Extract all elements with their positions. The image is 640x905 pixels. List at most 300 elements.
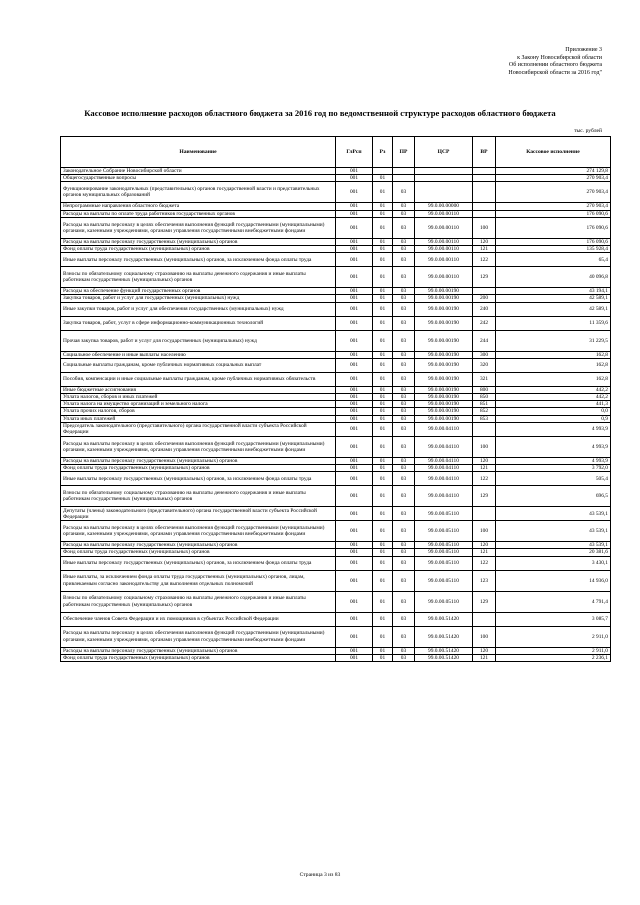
row-rz-cell: 01: [373, 330, 393, 351]
appendix-block: [402, 47, 602, 77]
table-row: [61, 246, 611, 253]
row-pr-cell: 03: [393, 507, 415, 521]
table-row: [61, 472, 611, 486]
table-row: [61, 253, 611, 267]
row-pr-cell: [393, 168, 415, 175]
row-amount-cell: 43 539,1: [496, 521, 611, 542]
row-pr-cell: 03: [393, 288, 415, 295]
row-pr-cell: 03: [393, 542, 415, 549]
row-glrs-cell: 001: [336, 408, 373, 415]
row-glrs-cell: 001: [336, 472, 373, 486]
row-csr-cell: 99.0.00.00110: [415, 267, 473, 288]
row-pr-cell: 03: [393, 570, 415, 591]
row-rz-cell: 01: [373, 408, 393, 415]
row-vr-cell: 121: [473, 654, 496, 661]
row-vr-cell: 120: [473, 542, 496, 549]
row-name-cell: Закупка товаров, работ и услуг для государственных (муниципальных) нужд: [61, 295, 336, 302]
row-pr-cell: 03: [393, 486, 415, 507]
row-name-cell: Расходы на выплаты персоналу в целях обеспечения выполнения функций государственными (муниципальными) органами, казенными учреждениями, органами управления государственными внебюджетными фондами: [61, 217, 336, 238]
row-name-cell: Расходы на обеспечение функций государственных органов: [61, 288, 336, 295]
row-glrs-cell: 001: [336, 401, 373, 408]
row-amount-cell: 2 236,1: [496, 654, 611, 661]
table-row: [61, 358, 611, 372]
row-glrs-cell: 001: [336, 549, 373, 556]
row-rz-cell: 01: [373, 591, 393, 612]
row-amount-cell: 176 090,6: [496, 238, 611, 245]
row-pr-cell: 03: [393, 521, 415, 542]
row-name-cell: Прочая закупка товаров, работ и услуг для государственных (муниципальных) нужд: [61, 330, 336, 351]
row-pr-cell: 03: [393, 436, 415, 457]
row-vr-cell: [473, 507, 496, 521]
row-rz-cell: 01: [373, 210, 393, 217]
row-glrs-cell: 001: [336, 372, 373, 386]
row-glrs-cell: 001: [336, 612, 373, 626]
row-amount-cell: 441,3: [496, 401, 611, 408]
row-amount-cell: 270 903,4: [496, 203, 611, 210]
row-amount-cell: 14 936,0: [496, 570, 611, 591]
row-glrs-cell: 001: [336, 626, 373, 647]
row-glrs-cell: 001: [336, 358, 373, 372]
row-csr-cell: 99.0.00.05110: [415, 521, 473, 542]
row-amount-cell: 0,9: [496, 415, 611, 422]
row-csr-cell: 99.0.00.05110: [415, 542, 473, 549]
row-name-cell: Расходы на выплаты персоналу государственных (муниципальных) органов: [61, 238, 336, 245]
row-name-cell: Иные закупки товаров, работ и услуг для обеспечения государственных (муниципальных) нужд: [61, 302, 336, 316]
row-name-cell: Законодательное Собрание Новосибирской области: [61, 168, 336, 175]
column-header-pr: ПР: [393, 137, 415, 168]
row-name-cell: Уплата налога на имущество организаций и земельного налога: [61, 401, 336, 408]
row-pr-cell: [393, 175, 415, 182]
row-amount-cell: 696,5: [496, 486, 611, 507]
row-pr-cell: 03: [393, 330, 415, 351]
row-amount-cell: 43 539,1: [496, 542, 611, 549]
row-vr-cell: 852: [473, 408, 496, 415]
row-glrs-cell: 001: [336, 330, 373, 351]
row-rz-cell: 01: [373, 542, 393, 549]
row-rz-cell: 01: [373, 253, 393, 267]
row-pr-cell: 03: [393, 556, 415, 570]
row-vr-cell: 240: [473, 302, 496, 316]
row-glrs-cell: 001: [336, 521, 373, 542]
row-rz-cell: 01: [373, 246, 393, 253]
row-csr-cell: [415, 175, 473, 182]
row-vr-cell: [473, 210, 496, 217]
table-row: [61, 267, 611, 288]
appendix-line: к Закону Новосибирской области: [517, 54, 602, 61]
row-glrs-cell: 001: [336, 486, 373, 507]
row-csr-cell: 99.0.00.00000: [415, 203, 473, 210]
row-glrs-cell: 001: [336, 316, 373, 330]
row-amount-cell: 442,2: [496, 394, 611, 401]
row-glrs-cell: 001: [336, 422, 373, 436]
row-csr-cell: 99.0.00.04110: [415, 472, 473, 486]
row-glrs-cell: 001: [336, 570, 373, 591]
column-header-csr: ЦСР: [415, 137, 473, 168]
budget-table: [60, 136, 611, 662]
row-name-cell: Расходы на выплаты персоналу государственных (муниципальных) органов: [61, 457, 336, 464]
row-glrs-cell: 001: [336, 217, 373, 238]
row-vr-cell: 320: [473, 358, 496, 372]
row-amount-cell: 176 090,6: [496, 210, 611, 217]
row-vr-cell: 242: [473, 316, 496, 330]
row-amount-cell: 0,0: [496, 408, 611, 415]
table-row: [61, 351, 611, 358]
row-vr-cell: 129: [473, 591, 496, 612]
table-row: [61, 210, 611, 217]
row-csr-cell: 99.0.00.00110: [415, 217, 473, 238]
row-rz-cell: 01: [373, 267, 393, 288]
row-rz-cell: 01: [373, 394, 393, 401]
row-amount-cell: 65,4: [496, 253, 611, 267]
row-name-cell: Расходы на выплаты персоналу государственных (муниципальных) органов: [61, 542, 336, 549]
row-pr-cell: 03: [393, 401, 415, 408]
row-vr-cell: [473, 168, 496, 175]
table-row: [61, 542, 611, 549]
row-glrs-cell: 001: [336, 654, 373, 661]
row-rz-cell: 01: [373, 175, 393, 182]
row-pr-cell: 03: [393, 182, 415, 203]
row-pr-cell: 03: [393, 472, 415, 486]
row-amount-cell: 3 792,0: [496, 465, 611, 472]
row-name-cell: Пособия, компенсации и иные социальные выплаты гражданам, кроме публичных нормативных обязательств: [61, 372, 336, 386]
table-row: [61, 168, 611, 175]
row-csr-cell: 99.0.00.00190: [415, 394, 473, 401]
row-rz-cell: 01: [373, 472, 393, 486]
table-row: [61, 316, 611, 330]
row-glrs-cell: 001: [336, 436, 373, 457]
row-csr-cell: 99.0.00.04110: [415, 422, 473, 436]
row-glrs-cell: 001: [336, 556, 373, 570]
row-glrs-cell: 001: [336, 182, 373, 203]
table-row: [61, 203, 611, 210]
row-amount-cell: 505,4: [496, 472, 611, 486]
table-row: [61, 386, 611, 393]
row-csr-cell: 99.0.00.00190: [415, 386, 473, 393]
row-csr-cell: 99.0.00.00110: [415, 246, 473, 253]
row-csr-cell: 99.0.00.04110: [415, 436, 473, 457]
row-amount-cell: 43 194,1: [496, 288, 611, 295]
row-rz-cell: 01: [373, 549, 393, 556]
row-rz-cell: 01: [373, 182, 393, 203]
table-row: [61, 549, 611, 556]
row-pr-cell: 03: [393, 415, 415, 422]
table-body: [61, 168, 611, 662]
table-row: [61, 288, 611, 295]
row-glrs-cell: 001: [336, 394, 373, 401]
row-glrs-cell: 001: [336, 351, 373, 358]
row-pr-cell: 03: [393, 238, 415, 245]
row-csr-cell: [415, 182, 473, 203]
row-rz-cell: 01: [373, 647, 393, 654]
row-rz-cell: 01: [373, 465, 393, 472]
row-name-cell: Расходы на выплаты персоналу в целях обеспечения выполнения функций государственными (муниципальными) органами, казенными учреждениями, органами управления государственными внебюджетными фондами: [61, 436, 336, 457]
appendix-line: Новосибирской области за 2016 год": [508, 69, 602, 76]
row-rz-cell: 01: [373, 302, 393, 316]
row-glrs-cell: 001: [336, 457, 373, 464]
row-glrs-cell: 001: [336, 591, 373, 612]
row-amount-cell: 3 085,7: [496, 612, 611, 626]
page-number: Страница 3 из 83: [299, 872, 341, 878]
row-vr-cell: 121: [473, 465, 496, 472]
row-glrs-cell: 001: [336, 386, 373, 393]
row-csr-cell: 99.0.00.51420: [415, 647, 473, 654]
row-rz-cell: 01: [373, 351, 393, 358]
row-amount-cell: 42 589,1: [496, 295, 611, 302]
row-vr-cell: 244: [473, 330, 496, 351]
row-vr-cell: 200: [473, 295, 496, 302]
row-glrs-cell: 001: [336, 168, 373, 175]
row-pr-cell: 03: [393, 295, 415, 302]
table-row: [61, 182, 611, 203]
row-amount-cell: 135 928,4: [496, 246, 611, 253]
row-csr-cell: 99.0.00.00190: [415, 372, 473, 386]
row-glrs-cell: 001: [336, 175, 373, 182]
row-vr-cell: [473, 203, 496, 210]
row-amount-cell: 42 589,1: [496, 302, 611, 316]
table-row: [61, 217, 611, 238]
row-pr-cell: 03: [393, 351, 415, 358]
row-glrs-cell: 001: [336, 465, 373, 472]
row-name-cell: Фонд оплаты труда государственных (муниципальных) органов: [61, 549, 336, 556]
row-csr-cell: 99.0.00.00110: [415, 210, 473, 217]
row-pr-cell: 03: [393, 612, 415, 626]
row-glrs-cell: 001: [336, 203, 373, 210]
row-csr-cell: 99.0.00.00190: [415, 316, 473, 330]
row-pr-cell: 03: [393, 465, 415, 472]
row-vr-cell: 120: [473, 238, 496, 245]
row-pr-cell: 03: [393, 267, 415, 288]
table-row: [61, 654, 611, 661]
row-csr-cell: 99.0.00.00110: [415, 253, 473, 267]
table-row: [61, 175, 611, 182]
row-pr-cell: 03: [393, 358, 415, 372]
table-row: [61, 465, 611, 472]
row-pr-cell: 03: [393, 394, 415, 401]
row-glrs-cell: 001: [336, 295, 373, 302]
row-amount-cell: 43 539,1: [496, 507, 611, 521]
row-name-cell: Социальные выплаты гражданам, кроме публичных нормативных социальных выплат: [61, 358, 336, 372]
row-name-cell: Иные выплаты персоналу государственных (муниципальных) органов, за исключением фонда оплаты труда: [61, 556, 336, 570]
row-csr-cell: 99.0.00.00190: [415, 295, 473, 302]
row-amount-cell: 3 430,1: [496, 556, 611, 570]
table-header: [61, 137, 611, 168]
column-header-rz: Рз: [373, 137, 393, 168]
row-rz-cell: 01: [373, 626, 393, 647]
row-vr-cell: 853: [473, 415, 496, 422]
row-rz-cell: 01: [373, 654, 393, 661]
row-vr-cell: [473, 612, 496, 626]
row-csr-cell: 99.0.00.51420: [415, 612, 473, 626]
row-vr-cell: [473, 175, 496, 182]
row-csr-cell: 99.0.00.00190: [415, 358, 473, 372]
row-vr-cell: 122: [473, 556, 496, 570]
row-pr-cell: 03: [393, 246, 415, 253]
row-name-cell: Социальное обеспечение и иные выплаты населению: [61, 351, 336, 358]
row-name-cell: Иные выплаты, за исключением фонда оплаты труда государственных (муниципальных) органов, лицам, привлекаемым согласно законодательству для выполнения отдельных полномочий: [61, 570, 336, 591]
table-row: [61, 401, 611, 408]
table-row: [61, 422, 611, 436]
row-csr-cell: [415, 168, 473, 175]
row-rz-cell: 01: [373, 415, 393, 422]
row-vr-cell: 851: [473, 401, 496, 408]
row-csr-cell: 99.0.00.05110: [415, 549, 473, 556]
row-pr-cell: 03: [393, 591, 415, 612]
row-amount-cell: 270 903,4: [496, 182, 611, 203]
row-glrs-cell: 001: [336, 647, 373, 654]
row-name-cell: Уплата налогов, сборов и иных платежей: [61, 394, 336, 401]
row-vr-cell: 321: [473, 372, 496, 386]
row-glrs-cell: 001: [336, 246, 373, 253]
table-row: [61, 507, 611, 521]
row-pr-cell: 03: [393, 253, 415, 267]
row-amount-cell: 176 090,6: [496, 217, 611, 238]
row-rz-cell: 01: [373, 436, 393, 457]
row-amount-cell: 442,2: [496, 386, 611, 393]
table-row: [61, 330, 611, 351]
column-header-glrs: ГлРсп: [336, 137, 373, 168]
table-row: [61, 647, 611, 654]
row-vr-cell: 100: [473, 217, 496, 238]
row-pr-cell: 03: [393, 316, 415, 330]
row-rz-cell: 01: [373, 295, 393, 302]
row-vr-cell: 800: [473, 386, 496, 393]
row-vr-cell: 850: [473, 394, 496, 401]
row-amount-cell: 274 129,8: [496, 168, 611, 175]
row-name-cell: Депутаты (члены) законодательного (представительного) органа государственной власти субъекта Российской Федерации: [61, 507, 336, 521]
row-amount-cell: 31 229,5: [496, 330, 611, 351]
row-csr-cell: 99.0.00.51420: [415, 654, 473, 661]
row-amount-cell: 162,8: [496, 372, 611, 386]
table-row: [61, 612, 611, 626]
row-amount-cell: 2 911,0: [496, 626, 611, 647]
table-row: [61, 591, 611, 612]
row-glrs-cell: 001: [336, 253, 373, 267]
row-glrs-cell: 001: [336, 238, 373, 245]
row-glrs-cell: 001: [336, 210, 373, 217]
table-row: [61, 372, 611, 386]
row-csr-cell: 99.0.00.00190: [415, 302, 473, 316]
appendix-line: Об исполнении областного бюджета: [508, 62, 602, 69]
row-name-cell: Иные бюджетные ассигнования: [61, 386, 336, 393]
row-csr-cell: 99.0.00.00190: [415, 401, 473, 408]
table-row: [61, 415, 611, 422]
row-amount-cell: 4 993,9: [496, 422, 611, 436]
table-row: [61, 394, 611, 401]
column-header-name: Наименование: [61, 137, 336, 168]
row-name-cell: Взносы по обязательному социальному страхованию на выплаты денежного содержания и иные выплаты работникам государственных (муниципальных) органов: [61, 591, 336, 612]
row-pr-cell: 03: [393, 408, 415, 415]
table-row: [61, 408, 611, 415]
row-name-cell: Закупка товаров, работ, услуг в сфере информационно-коммуникационных технологий: [61, 316, 336, 330]
row-csr-cell: 99.0.00.04110: [415, 465, 473, 472]
table-row: [61, 302, 611, 316]
row-pr-cell: 03: [393, 217, 415, 238]
row-pr-cell: 03: [393, 647, 415, 654]
row-csr-cell: 99.0.00.51420: [415, 626, 473, 647]
row-rz-cell: 01: [373, 401, 393, 408]
row-name-cell: Расходы на выплаты по оплате труда работников государственных органов: [61, 210, 336, 217]
row-csr-cell: 99.0.00.00190: [415, 351, 473, 358]
row-csr-cell: 99.0.00.00110: [415, 238, 473, 245]
row-vr-cell: 120: [473, 647, 496, 654]
row-rz-cell: 01: [373, 316, 393, 330]
row-amount-cell: 20 381,6: [496, 549, 611, 556]
row-rz-cell: 01: [373, 507, 393, 521]
row-csr-cell: 99.0.00.05110: [415, 591, 473, 612]
document-title: Кассовое исполнение расходов областного бюджета за 2016 год по ведомственной структуре расходов областного бюджета: [84, 108, 556, 118]
column-header-amount: Кассовое исполнение: [496, 137, 611, 168]
row-name-cell: Взносы по обязательному социальному страхованию на выплаты денежного содержания и иные выплаты работникам государственных (муниципальных) органов: [61, 267, 336, 288]
row-pr-cell: 03: [393, 422, 415, 436]
row-name-cell: Иные выплаты персоналу государственных (муниципальных) органов, за исключением фонда оплаты труда: [61, 472, 336, 486]
table-row: [61, 626, 611, 647]
row-name-cell: Иные выплаты персоналу государственных (муниципальных) органов, за исключением фонда оплаты труда: [61, 253, 336, 267]
row-pr-cell: 03: [393, 302, 415, 316]
table-row: [61, 457, 611, 464]
row-name-cell: Общегосударственные вопросы: [61, 175, 336, 182]
row-vr-cell: 122: [473, 472, 496, 486]
row-rz-cell: [373, 168, 393, 175]
table-row: [61, 556, 611, 570]
row-csr-cell: 99.0.00.04110: [415, 457, 473, 464]
row-amount-cell: 11 359,6: [496, 316, 611, 330]
row-name-cell: Непрограммные направления областного бюджета: [61, 203, 336, 210]
row-vr-cell: 129: [473, 486, 496, 507]
row-vr-cell: 121: [473, 549, 496, 556]
row-amount-cell: 162,8: [496, 358, 611, 372]
row-rz-cell: 01: [373, 386, 393, 393]
row-rz-cell: 01: [373, 203, 393, 210]
row-rz-cell: 01: [373, 422, 393, 436]
row-amount-cell: 4 993,9: [496, 457, 611, 464]
row-csr-cell: 99.0.00.00190: [415, 330, 473, 351]
row-csr-cell: 99.0.00.05110: [415, 570, 473, 591]
row-rz-cell: 01: [373, 238, 393, 245]
row-csr-cell: 99.0.00.00190: [415, 288, 473, 295]
row-name-cell: Обеспечение членов Совета Федерации и их помощников в субъектах Российской Федерации: [61, 612, 336, 626]
row-vr-cell: 123: [473, 570, 496, 591]
row-glrs-cell: 001: [336, 542, 373, 549]
row-csr-cell: 99.0.00.00190: [415, 408, 473, 415]
row-vr-cell: 100: [473, 436, 496, 457]
row-glrs-cell: 001: [336, 507, 373, 521]
appendix-line: Приложение 3: [565, 47, 602, 53]
row-rz-cell: 01: [373, 570, 393, 591]
row-csr-cell: 99.0.00.05110: [415, 507, 473, 521]
row-pr-cell: 03: [393, 549, 415, 556]
row-rz-cell: 01: [373, 358, 393, 372]
row-csr-cell: 99.0.00.04110: [415, 486, 473, 507]
row-name-cell: Фонд оплаты труда государственных (муниципальных) органов: [61, 246, 336, 253]
row-name-cell: Уплата прочих налогов, сборов: [61, 408, 336, 415]
row-name-cell: Фонд оплаты труда государственных (муниципальных) органов: [61, 465, 336, 472]
row-vr-cell: 129: [473, 267, 496, 288]
row-name-cell: Функционирование законодательных (представительных) органов государственной власти и представительных органов муниципальных образований: [61, 182, 336, 203]
row-glrs-cell: 001: [336, 415, 373, 422]
row-rz-cell: 01: [373, 457, 393, 464]
table-row: [61, 486, 611, 507]
row-name-cell: Председатель законодательного (представительного) органа государственной власти субъекта Российской Федерации: [61, 422, 336, 436]
row-csr-cell: 99.0.00.00190: [415, 415, 473, 422]
row-rz-cell: 01: [373, 217, 393, 238]
row-vr-cell: 100: [473, 521, 496, 542]
row-pr-cell: 03: [393, 203, 415, 210]
row-amount-cell: 270 903,4: [496, 175, 611, 182]
row-rz-cell: 01: [373, 521, 393, 542]
row-pr-cell: 03: [393, 210, 415, 217]
row-rz-cell: 01: [373, 288, 393, 295]
table-row: [61, 521, 611, 542]
